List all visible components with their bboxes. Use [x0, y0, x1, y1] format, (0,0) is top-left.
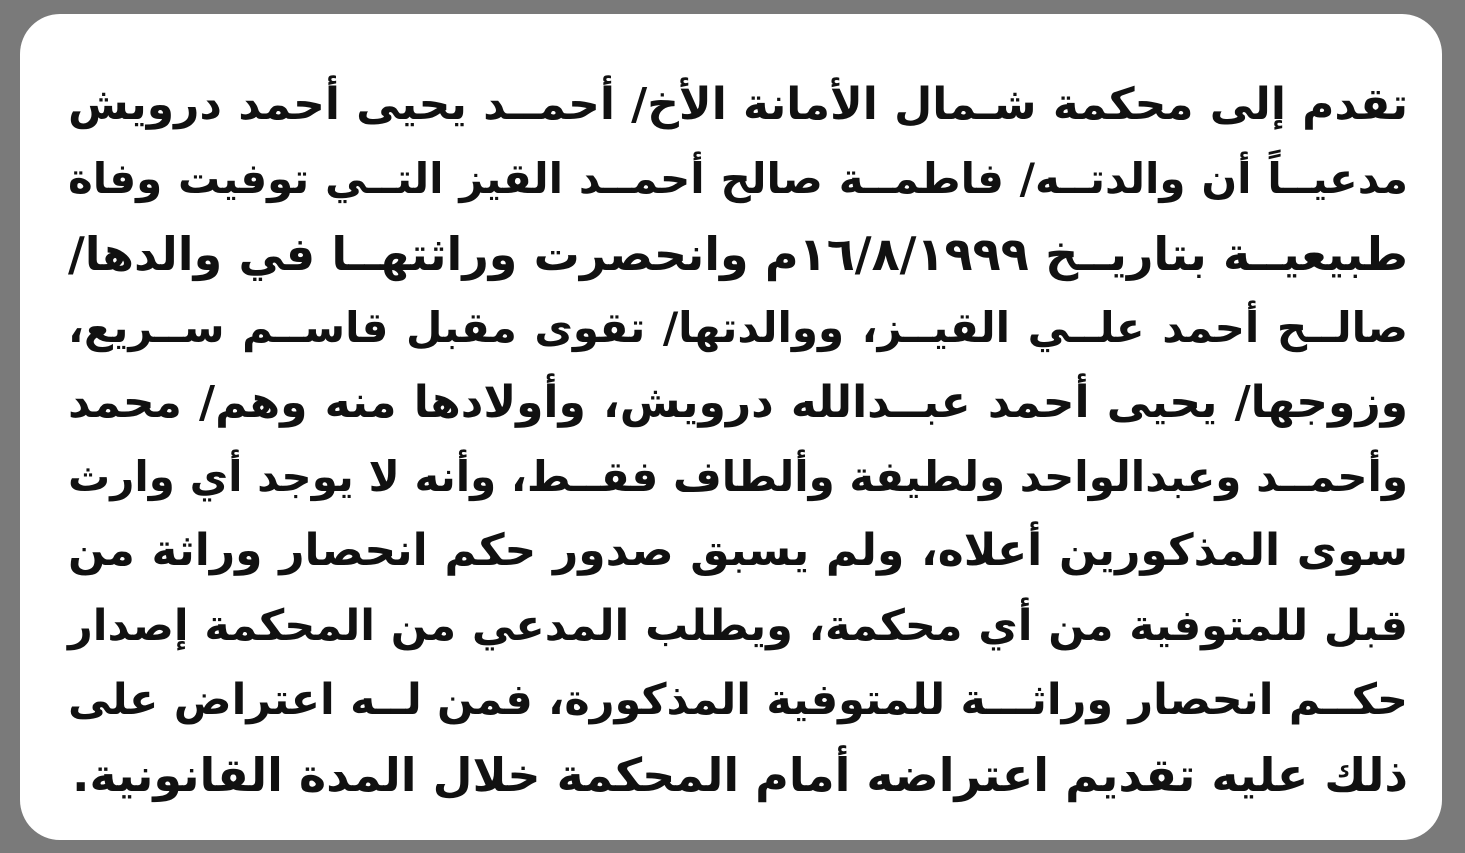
- notice-line: تقدم إلى محكمة شـمال الأمانة الأخ/ أحمــد يحيى أحمد درويش: [68, 79, 1408, 130]
- notice-card: [20, 14, 1442, 840]
- notice-line: مدعيــاً أن والدتــه/ فاطمــة صالح أحمــد القيز التــي توفيت وفاة: [68, 154, 1408, 204]
- notice-line: طبيعيــة بتاريــخ ١٦/٨/١٩٩٩م وانحصرت وراثتهــا في والدها/: [68, 226, 1409, 281]
- notice-line: حكــم انحصار وراثـــة للمتوفية المذكورة، فمن لــه اعتراض على: [68, 675, 1408, 726]
- notice-line: سوى المذكورين أعلاه، ولم يسبق صدور حكم انحصار وراثة من: [68, 525, 1408, 577]
- notice-line: قبل للمتوفية من أي محكمة، ويطلب المدعي من المحكمة إصدار: [68, 600, 1408, 651]
- notice-text: [68, 68, 1408, 812]
- notice-line: صالــح أحمد علــي القيــز، ووالدتها/ تقوى مقبل قاســم ســريع،: [68, 303, 1408, 353]
- notice-line: ذلك عليه تقديم اعتراضه أمام المحكمة خلال المدة القانونية.: [72, 747, 1408, 802]
- notice-line: وأحمــد وعبدالواحد ولطيفة وألطاف فقــط، وأنه لا يوجد أي وارث: [68, 451, 1408, 501]
- notice-line: وزوجها/ يحيى أحمد عبــدالله درويش، وأولادها منه وهم/ محمد: [68, 376, 1408, 428]
